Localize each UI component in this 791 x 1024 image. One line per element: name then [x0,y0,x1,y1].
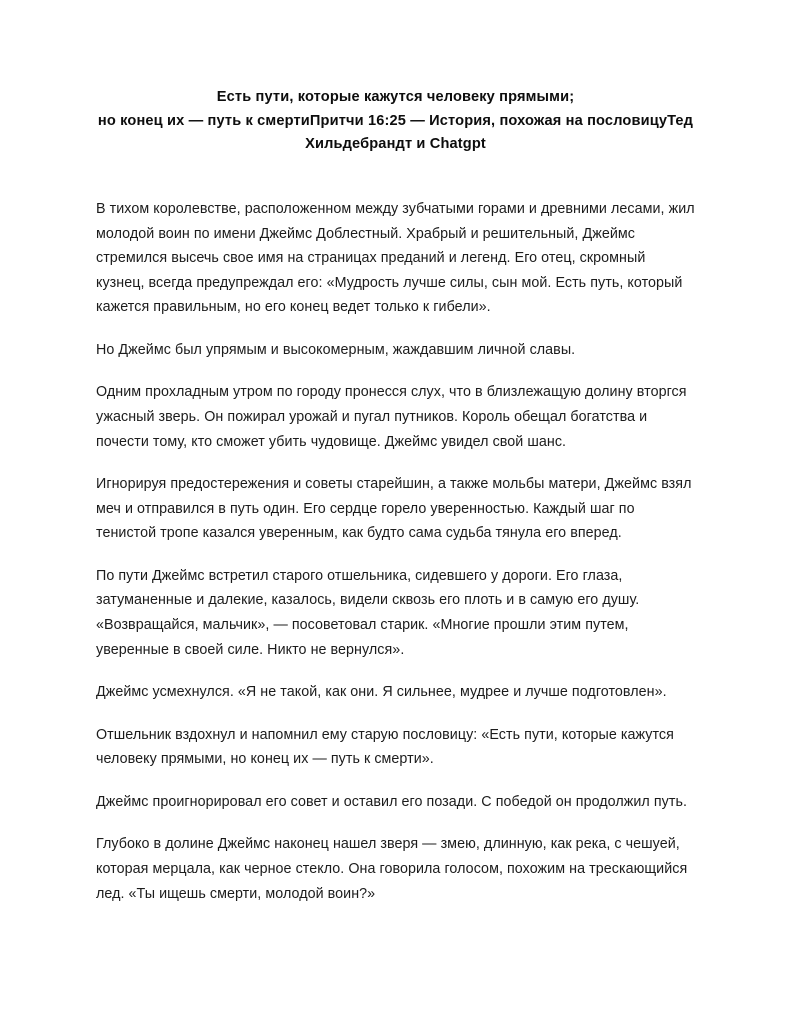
paragraph: Джеймс усмехнулся. «Я не такой, как они. Я сильнее, мудрее и лучше подготовлен». [96,684,667,701]
title-line-3: Хильдебрандт и Chatgpt [305,136,486,153]
paragraph: Одним прохладным утром по городу пронесся слух, что в близлежащую долину вторгся ужасный зверь. Он пожирал урожай и пугал путников. Король обещал богатства и почести тому, кто сможет убить чудовище. Джеймс увидел свой шанс. [96,384,687,450]
paragraph: Джеймс проигнорировал его совет и оставил его позади. С победой он продолжил путь. [96,793,688,810]
title-line-2: но конец их — путь к смертиПритчи 16:25 — История, похожая на пословицуТед [97,112,694,129]
paragraph: По пути Джеймс встретил старого отшельника, сидевшего у дороги. Его глаза, затуманенные и далекие, казалось, видели сквозь его плоть и в самую его душу. «Возвращайся, мальчик», — посоветовал старик. «Многие прошли этим путем, уверенные в своей силе. Никто не вернулся». [96,567,640,658]
paragraph: В тихом королевстве, расположенном между зубчатыми горами и древними лесами, жил молодой воин по имени Джеймс Доблестный. Храбрый и решительный, Джеймс стремился высечь свое имя на страницах преданий и легенд. Его отец, скромный кузнец, всегда предупреждал его: «Мудрость лучше силы, сын мой. Есть путь, который кажется правильным, но его конец ведет только к гибели». [96,200,695,316]
paragraph: Глубоко в долине Джеймс наконец нашел зверя — змею, длинную, как река, с чешуей, которая мерцала, как черное стекло. Она говорила голосом, похожим на трескающийся лед. «Ты ищешь смерти, молодой воин?» [96,836,688,902]
title-line-1: Есть пути, которые кажутся человеку прямыми; [216,89,575,105]
paragraph: Игнорируя предостережения и советы старейшин, а также мольбы матери, Джеймс взял меч и отправился в путь один. Его сердце горело уверенностью. Каждый шаг по тенистой тропе казался уверенным, как будто сама судьба тянула его вперед. [96,476,692,542]
document-body [96,197,695,906]
paragraph: Отшельник вздохнул и напомнил ему старую пословицу: «Есть пути, которые кажутся человеку прямыми, но конец их — путь к смерти». [96,726,674,768]
document-title [96,86,695,157]
paragraph: Но Джеймс был упрямым и высокомерным, жаждавшим личной славы. [96,341,576,358]
